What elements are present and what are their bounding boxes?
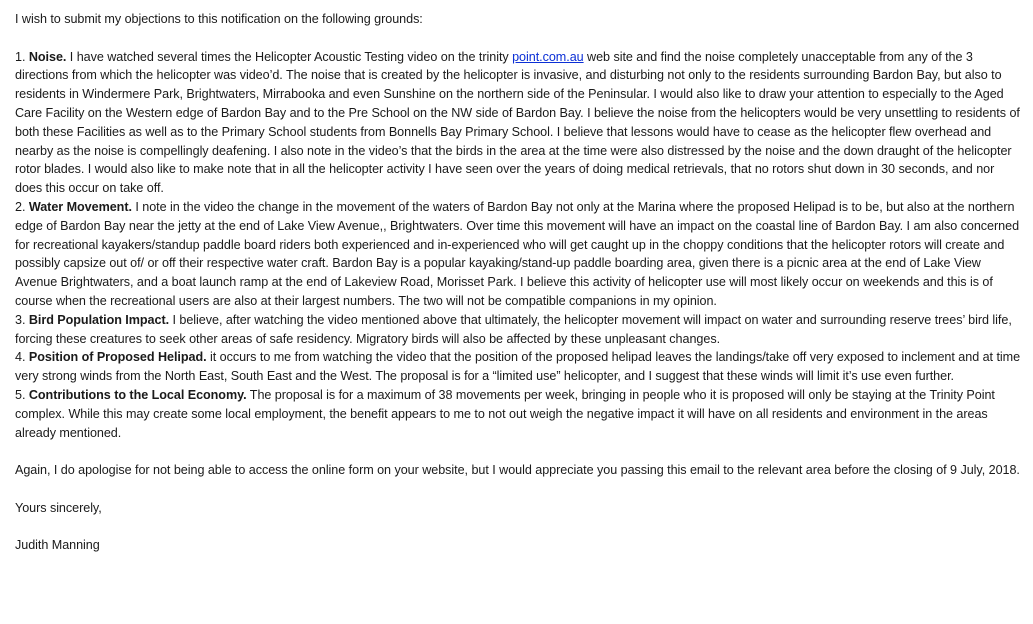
ground-bird-population xyxy=(15,311,1023,349)
ground-text: I believe, after watching the video mentioned above that ultimately, the helicopter movement will impact on water and surrounding reserve trees’ bird life, forcing these creatures to seek other areas of safe residency. Migratory birds will also be affected by these unpleasant changes. xyxy=(15,312,1012,346)
ground-text: The proposal is for a maximum of 38 movements per week, bringing in people who it is proposed will only be staying at the Trinity Point complex. While this may create some local employment, the benefit appears to me to not out weigh the negative impact it will have on all residents and environment in the areas already mentioned. xyxy=(15,387,995,440)
spacer xyxy=(15,442,1023,461)
signoff: Yours sincerely, xyxy=(15,500,102,515)
ground-number: 5. xyxy=(15,387,26,402)
spacer xyxy=(15,480,1023,499)
ground-text: it occurs to me from watching the video that the position of the proposed helipad leaves the landings/take off very exposed to inclement and at time very strong winds from the North East, South East and the West. The proposal is for a “limited use” helicopter, and I suggest that these winds will limit it’s use even further. xyxy=(15,350,1021,384)
letter-body xyxy=(15,10,1023,555)
intro-paragraph: I wish to submit my objections to this notification on the following grounds: xyxy=(15,12,423,26)
ground-noise xyxy=(15,48,1023,198)
ground-title: Position of Proposed Helipad. xyxy=(28,350,207,365)
ground-title: Contributions to the Local Economy. xyxy=(28,387,247,402)
ground-number: 2. xyxy=(15,199,26,214)
ground-number: 3. xyxy=(15,312,26,327)
ground-helipad-position xyxy=(15,348,1023,386)
ground-text: web site and find the noise completely unacceptable from any of the 3 directions from which the helicopter was video’d. The noise that is created by the helicopter is invasive, and disturbing not only to the residents surrounding Bardon Bay, but also to residents in Windermere Park, Brightwaters, Mirrabooka and even Sunshine on the northern side of the Peninsular. I would also like to draw your attention to especially to the Aged Care Facility on the Western edge of Bardon Bay and to the Pre School on the NW side of Bardon Bay. I believe the noise from the helicopters would be very unsettling to residents of both these Facilities as well as to the Primary School students from Bonnells Bay Primary School. I believe that lessons would have to cease as the helicopter flew overhead and nearby as the noise is compellingly deafening. I also note in the video’s that the birds in the area at the time were also distressed by the noise and the down draught of the helicopter rotor blades. I would also like to make note that in all the helicopter activity I have seen over the years of doing medical retrievals, that no rotors shut down in 30 seconds, and nor does this occur on take off. xyxy=(15,49,1020,196)
ground-local-economy xyxy=(15,386,1023,442)
ground-number: 4. xyxy=(15,350,26,365)
ground-number: 1. xyxy=(15,49,26,64)
ground-text: I have watched several times the Helicopter Acoustic Testing video on the trinity xyxy=(66,49,513,64)
spacer xyxy=(15,518,1023,537)
signature-name: Judith Manning xyxy=(15,538,100,553)
ground-title: Water Movement. xyxy=(28,199,132,214)
ground-title: Noise. xyxy=(28,49,67,64)
ground-water-movement xyxy=(15,198,1023,311)
spacer xyxy=(15,29,1023,48)
website-link[interactable]: point.com.au xyxy=(512,49,584,64)
ground-title: Bird Population Impact. xyxy=(28,312,170,327)
closing-paragraph: Again, I do apologise for not being able to access the online form on your website, but I would appreciate you passing this email to the relevant area before the closing of 9 July, 2018. xyxy=(15,463,1020,478)
ground-text: I note in the video the change in the movement of the waters of Bardon Bay not only at the Marina where the proposed Helipad is to be, but also at the northern edge of Bardon Bay near the jetty at the end of Lake View Avenue,, Brightwaters. Over time this movement will have an impact on the coastal line of Bardon Bay. I am also concerned for recreational kayakers/standup paddle board riders both experienced and in-experienced who will get caught up in the choppy conditions that the helicopter rotors will create and possibly capsize out of/ or off their respective water craft. Bardon Bay is a popular kayaking/stand-up paddle boarding area, given there is a picnic area at the end of Lake View Avenue Brightwaters, and a boat launch ramp at the end of Lakeview Road, Morisset Park. I believe this activity of helicopter use will most likely occur on weekends and this is of course when the recreational users are also at their largest numbers. The two will not be compatible companions in my opinion. xyxy=(15,199,1020,308)
